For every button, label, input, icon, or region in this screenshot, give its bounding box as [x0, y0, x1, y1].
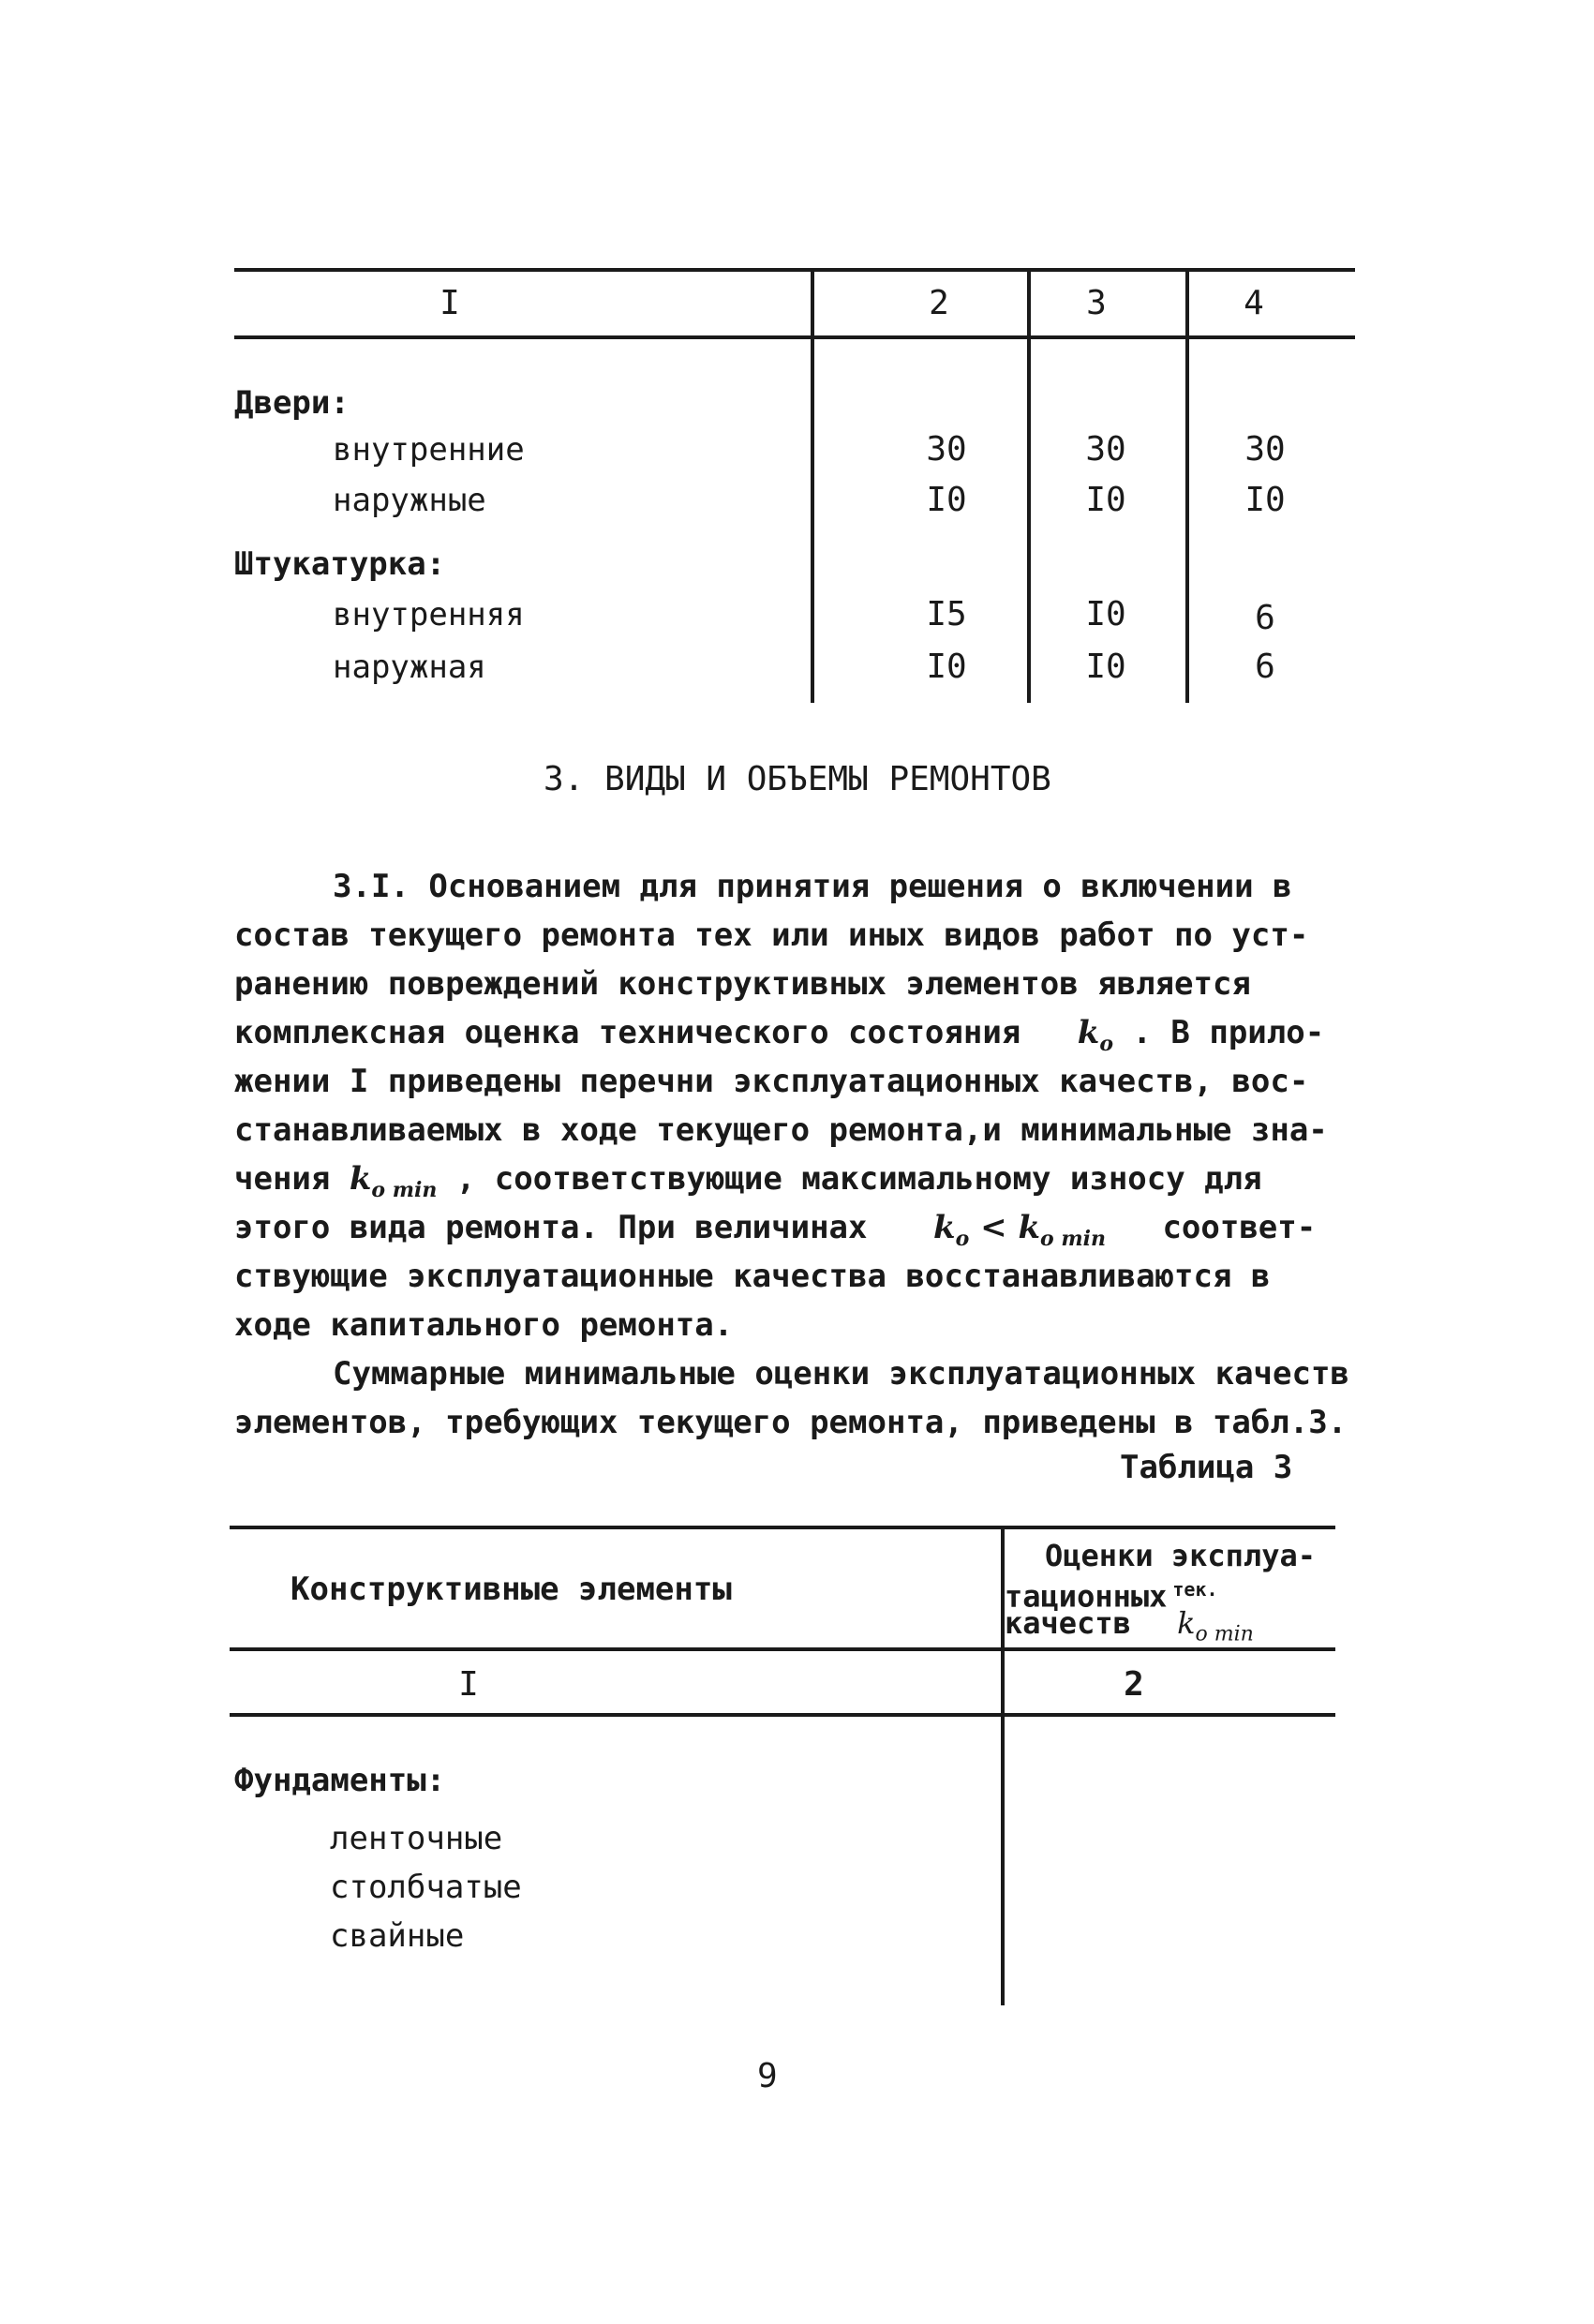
table3-header-col2-line1: Оценки эксплуа- — [1045, 1538, 1316, 1573]
table3-top-rule — [230, 1526, 1335, 1529]
top-table-col-divider-1 — [811, 272, 814, 703]
table3-header-col2-line2: тационных $^{тек.}$ — [1005, 1578, 1218, 1615]
para1-line-1: 3.I. Основанием для принятия решения о включении в — [333, 868, 1292, 905]
cell-plaster-inner-c2: I5 — [926, 595, 967, 633]
cell-doors-inner-c2: 30 — [926, 430, 967, 469]
top-table-col-divider-3 — [1185, 272, 1189, 703]
para1-line-4: комплексная оценка технического состояния $k_o$ . В прило- — [234, 1014, 1325, 1056]
para1-line-5: жении I приведены перечни эксплуатационных качеств, вос- — [234, 1063, 1309, 1100]
table3-number-rule — [230, 1713, 1335, 1717]
row-label-doors-inner: внутренние — [333, 431, 525, 469]
formula-kmin: $k_{o min}$ — [349, 1160, 438, 1202]
table3-header-col1: Конструктивные элементы — [290, 1571, 732, 1608]
para1-line-9: ствующие эксплуатационные качества восстанавливаются в — [234, 1258, 1271, 1295]
table3-number-col1: I — [458, 1665, 479, 1704]
section-heading: 3. ВИДЫ И ОБЪЕМЫ РЕМОНТОВ — [544, 760, 1051, 798]
formula-k0: $k_o$ — [1077, 1014, 1113, 1056]
table3-header-k-formula: $k_{o min}$ — [1177, 1605, 1254, 1646]
table3-row-2: столбчатые — [330, 1869, 522, 1906]
cell-plaster-inner-c3: I0 — [1085, 595, 1126, 633]
cell-doors-inner-c4: 30 — [1244, 430, 1286, 469]
table3-number-col2: 2 — [1124, 1665, 1144, 1704]
para2-line-2: элементов, требующих текущего ремонта, приведены в табл.3. — [234, 1404, 1348, 1441]
cell-doors-inner-c3: 30 — [1085, 430, 1126, 469]
para1-line-2: состав текущего ремонта тех или иных видов работ по уст- — [234, 916, 1309, 954]
table3-group-title: Фундаменты: — [234, 1762, 446, 1799]
cell-doors-outer-c3: I0 — [1085, 481, 1126, 519]
table3-header-col2-line3: качеств $k_{o min}$ — [1005, 1605, 1254, 1646]
cell-doors-outer-c2: I0 — [926, 481, 967, 519]
cell-plaster-inner-c4: 6 — [1255, 599, 1275, 637]
top-table-header-col1: I — [439, 284, 460, 322]
table3-row-3: свайные — [330, 1917, 465, 1955]
top-table-col-divider-2 — [1027, 272, 1031, 703]
para1-line-10: ходе капитального ремонта. — [234, 1306, 734, 1344]
cell-plaster-outer-c4: 6 — [1255, 648, 1275, 686]
para1-line-8: этого вида ремонта. При величинах $k_o < k_{o min}$ соответ- — [234, 1209, 1317, 1251]
top-table-header-col4: 4 — [1244, 284, 1264, 322]
para2-line-1: Суммарные минимальные оценки эксплуатационных качеств — [333, 1355, 1349, 1393]
row-label-doors-outer: наружные — [333, 482, 486, 519]
cell-doors-outer-c4: I0 — [1244, 481, 1286, 519]
para1-line-3: ранению повреждений конструктивных элементов является — [234, 965, 1251, 1003]
group-title-plaster: Штукатурка: — [234, 545, 446, 583]
para1-line-6: станавливаемых в ходе текущего ремонта,и минимальные зна- — [234, 1111, 1328, 1149]
formula-inequality: $k_o < k_{o min}$ — [933, 1209, 1106, 1251]
cell-plaster-outer-c3: I0 — [1085, 648, 1126, 686]
top-table-header-col3: 3 — [1086, 284, 1107, 322]
table3-row-1: ленточные — [330, 1820, 503, 1857]
row-label-plaster-outer: наружная — [333, 648, 486, 686]
group-title-doors: Двери: — [234, 384, 350, 422]
top-table-header-col2: 2 — [929, 284, 949, 322]
table3-caption: Таблица 3 — [1120, 1449, 1293, 1486]
row-label-plaster-inner: внутренняя — [333, 596, 525, 633]
page-number: 9 — [757, 2057, 778, 2095]
para1-line-7: чения $k_{o min}$ , соответствующие максимальному износу для — [234, 1160, 1262, 1202]
cell-plaster-outer-c2: I0 — [926, 648, 967, 686]
